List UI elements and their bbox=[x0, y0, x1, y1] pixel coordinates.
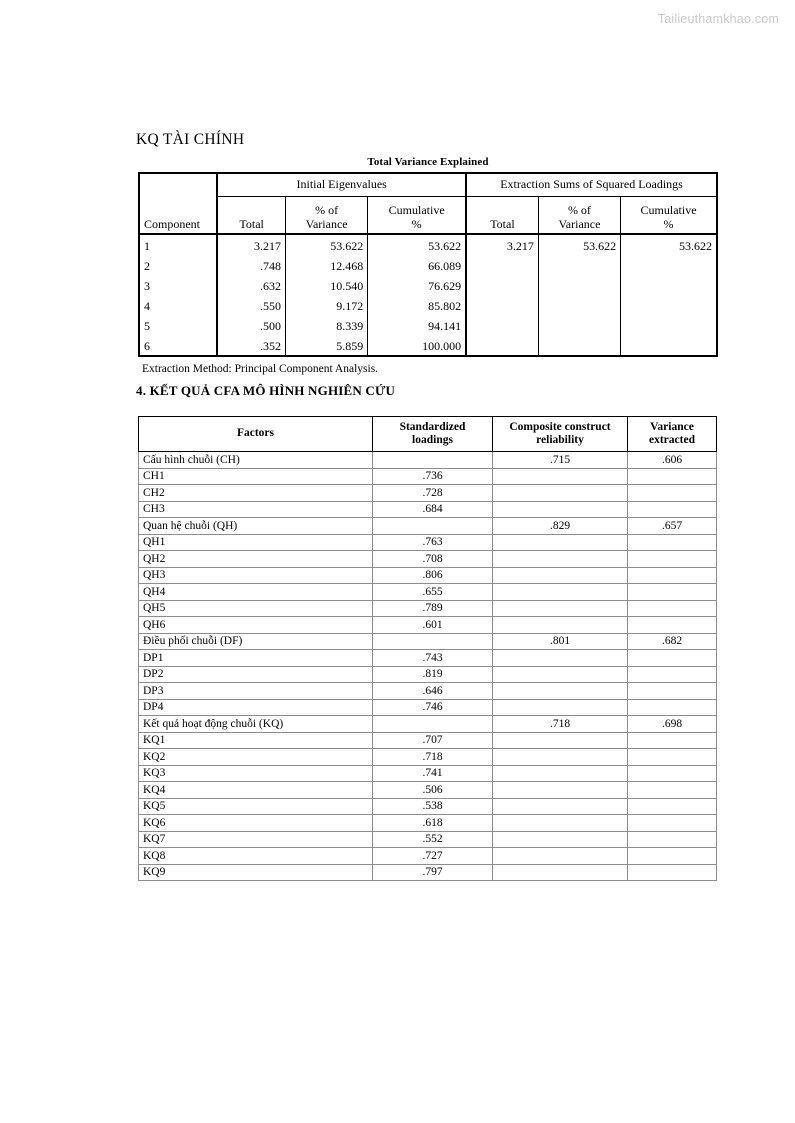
cell-variance-extracted: .606 bbox=[628, 452, 717, 469]
col-header-standardized-loadings bbox=[373, 417, 493, 452]
cell-composite-reliability bbox=[493, 848, 628, 865]
cell-extraction-pct: 53.622 bbox=[538, 234, 620, 255]
cell-initial-pct: 5.859 bbox=[285, 335, 367, 356]
cell-standardized-loading: .728 bbox=[373, 485, 493, 502]
cell-composite-reliability bbox=[493, 864, 628, 881]
total-variance-explained-table bbox=[138, 172, 718, 357]
cell-extraction-pct bbox=[538, 315, 620, 335]
cell-variance-extracted bbox=[628, 584, 717, 601]
cell-standardized-loading: .655 bbox=[373, 584, 493, 601]
cell-initial-cumulative: 94.141 bbox=[368, 315, 466, 335]
cfa-indicator-row bbox=[139, 864, 717, 881]
cell-standardized-loading: .743 bbox=[373, 650, 493, 667]
cell-standardized-loading: .727 bbox=[373, 848, 493, 865]
cfa-construct-row bbox=[139, 716, 717, 733]
cell-variance-extracted bbox=[628, 617, 717, 634]
initial-cum-line2: % bbox=[411, 217, 422, 232]
cell-standardized-loading bbox=[373, 633, 493, 650]
cell-standardized-loading: .797 bbox=[373, 864, 493, 881]
cell-initial-total: .550 bbox=[217, 295, 285, 315]
cell-standardized-loading bbox=[373, 452, 493, 469]
cell-composite-reliability bbox=[493, 650, 628, 667]
cell-composite-reliability bbox=[493, 501, 628, 518]
cell-initial-pct: 12.468 bbox=[285, 255, 367, 275]
cell-factor-label: DP2 bbox=[139, 666, 373, 683]
cell-variance-extracted bbox=[628, 567, 717, 584]
cell-standardized-loading: .746 bbox=[373, 699, 493, 716]
cell-initial-total: .500 bbox=[217, 315, 285, 335]
site-watermark: Tailieuthamkhao.com bbox=[657, 12, 779, 26]
cell-initial-total: 3.217 bbox=[217, 234, 285, 255]
cell-factor-label: CH2 bbox=[139, 485, 373, 502]
cell-extraction-cumulative: 53.622 bbox=[621, 234, 717, 255]
cell-extraction-cumulative bbox=[621, 255, 717, 275]
initial-cum-line1: Cumulative bbox=[388, 203, 445, 218]
cell-extraction-pct bbox=[538, 275, 620, 295]
cell-composite-reliability: .718 bbox=[493, 716, 628, 733]
cell-variance-extracted: .657 bbox=[628, 518, 717, 535]
col-header-factors: Factors bbox=[139, 417, 373, 452]
extraction-pct-line2: Variance bbox=[558, 217, 601, 232]
cell-composite-reliability: .801 bbox=[493, 633, 628, 650]
cell-initial-total: .748 bbox=[217, 255, 285, 275]
cfa-indicator-row bbox=[139, 666, 717, 683]
cell-composite-reliability bbox=[493, 765, 628, 782]
cell-initial-pct: 8.339 bbox=[285, 315, 367, 335]
cell-standardized-loading: .684 bbox=[373, 501, 493, 518]
cell-component: 1 bbox=[144, 239, 150, 254]
cell-extraction-total bbox=[466, 335, 538, 356]
cell-standardized-loading: .763 bbox=[373, 534, 493, 551]
cell-composite-reliability bbox=[493, 600, 628, 617]
cfa-indicator-row bbox=[139, 584, 717, 601]
variance-table-row bbox=[139, 335, 717, 356]
cell-extraction-total bbox=[466, 255, 538, 275]
cfa-indicator-row bbox=[139, 815, 717, 832]
cfa-indicator-row bbox=[139, 848, 717, 865]
cell-initial-cumulative: 85.802 bbox=[368, 295, 466, 315]
cell-factor-label: QH6 bbox=[139, 617, 373, 634]
cell-variance-extracted bbox=[628, 666, 717, 683]
cfa-indicator-row bbox=[139, 699, 717, 716]
cell-factor-label: DP4 bbox=[139, 699, 373, 716]
cell-variance-extracted bbox=[628, 831, 717, 848]
cell-factor-label: Điều phối chuỗi (DF) bbox=[139, 633, 373, 650]
extraction-cum-line2: % bbox=[663, 217, 674, 232]
cfa-indicator-row bbox=[139, 782, 717, 799]
cell-component: 5 bbox=[144, 319, 150, 334]
reliability-line1: Composite construct bbox=[509, 420, 611, 433]
variance-line1: Variance bbox=[650, 420, 694, 433]
cell-extraction-pct bbox=[538, 255, 620, 275]
section-heading: 4. KẾT QUẢ CFA MÔ HÌNH NGHIÊN CỨU bbox=[136, 383, 396, 398]
variance-table-caption: Total Variance Explained bbox=[367, 156, 489, 168]
cfa-header-row bbox=[139, 417, 717, 452]
cell-initial-cumulative: 66.089 bbox=[368, 255, 466, 275]
cfa-indicator-row bbox=[139, 650, 717, 667]
initial-pct-line2: Variance bbox=[305, 217, 348, 232]
cell-extraction-pct bbox=[538, 335, 620, 356]
cell-composite-reliability bbox=[493, 683, 628, 700]
page-title: KQ TÀI CHÍNH bbox=[136, 131, 245, 148]
cfa-indicator-row bbox=[139, 485, 717, 502]
cell-composite-reliability bbox=[493, 567, 628, 584]
cell-variance-extracted bbox=[628, 485, 717, 502]
variance-line2: extracted bbox=[649, 434, 695, 446]
cfa-construct-row bbox=[139, 452, 717, 469]
cell-factor-label: DP3 bbox=[139, 683, 373, 700]
cell-factor-label: KQ3 bbox=[139, 765, 373, 782]
cell-extraction-pct bbox=[538, 295, 620, 315]
cell-composite-reliability bbox=[493, 749, 628, 766]
cell-variance-extracted bbox=[628, 534, 717, 551]
cell-variance-extracted: .682 bbox=[628, 633, 717, 650]
col-header-extraction-total: Total bbox=[466, 197, 538, 235]
cell-composite-reliability bbox=[493, 732, 628, 749]
cell-composite-reliability bbox=[493, 782, 628, 799]
cell-factor-label: DP1 bbox=[139, 650, 373, 667]
cfa-indicator-row bbox=[139, 551, 717, 568]
cell-variance-extracted bbox=[628, 600, 717, 617]
cfa-indicator-row bbox=[139, 765, 717, 782]
cell-composite-reliability: .715 bbox=[493, 452, 628, 469]
cell-variance-extracted bbox=[628, 650, 717, 667]
cell-factor-label: KQ8 bbox=[139, 848, 373, 865]
cell-composite-reliability bbox=[493, 584, 628, 601]
cfa-indicator-row bbox=[139, 468, 717, 485]
variance-table-row bbox=[139, 234, 717, 255]
cfa-construct-row bbox=[139, 518, 717, 535]
initial-pct-line1: % of bbox=[315, 203, 339, 218]
extraction-cum-line1: Cumulative bbox=[640, 203, 697, 218]
cell-variance-extracted: .698 bbox=[628, 716, 717, 733]
variance-table-row bbox=[139, 315, 717, 335]
group-header-blank bbox=[139, 173, 217, 197]
col-header-extraction-cumulative bbox=[621, 197, 717, 235]
cell-standardized-loading: .618 bbox=[373, 815, 493, 832]
variance-table-row bbox=[139, 275, 717, 295]
cell-standardized-loading: .538 bbox=[373, 798, 493, 815]
group-header-extraction-sums: Extraction Sums of Squared Loadings bbox=[466, 173, 717, 197]
cell-factor-label: KQ7 bbox=[139, 831, 373, 848]
cfa-indicator-row bbox=[139, 749, 717, 766]
cell-component: 4 bbox=[144, 299, 150, 314]
cell-variance-extracted bbox=[628, 749, 717, 766]
cell-standardized-loading: .718 bbox=[373, 749, 493, 766]
cell-variance-extracted bbox=[628, 815, 717, 832]
cell-factor-label: KQ5 bbox=[139, 798, 373, 815]
cell-composite-reliability bbox=[493, 534, 628, 551]
cell-factor-label: KQ4 bbox=[139, 782, 373, 799]
cell-initial-pct: 9.172 bbox=[285, 295, 367, 315]
cfa-indicator-row bbox=[139, 683, 717, 700]
cell-standardized-loading: .552 bbox=[373, 831, 493, 848]
col-header-variance-extracted bbox=[628, 417, 717, 452]
cell-factor-label: QH3 bbox=[139, 567, 373, 584]
cell-factor-label: QH1 bbox=[139, 534, 373, 551]
col-header-component: Component bbox=[139, 197, 217, 235]
cell-extraction-cumulative bbox=[621, 315, 717, 335]
cfa-indicator-row bbox=[139, 831, 717, 848]
cell-initial-pct: 10.540 bbox=[285, 275, 367, 295]
cell-initial-cumulative: 76.629 bbox=[368, 275, 466, 295]
cell-variance-extracted bbox=[628, 765, 717, 782]
cell-extraction-cumulative bbox=[621, 275, 717, 295]
group-header-initial-eigenvalues: Initial Eigenvalues bbox=[217, 173, 466, 197]
cell-factor-label: QH2 bbox=[139, 551, 373, 568]
variance-group-header-row bbox=[139, 173, 717, 197]
cell-standardized-loading: .741 bbox=[373, 765, 493, 782]
cell-standardized-loading: .789 bbox=[373, 600, 493, 617]
cfa-results-table bbox=[138, 416, 717, 881]
cell-extraction-total bbox=[466, 295, 538, 315]
variance-sub-header-row bbox=[139, 197, 717, 235]
cell-standardized-loading: .707 bbox=[373, 732, 493, 749]
cell-standardized-loading: .819 bbox=[373, 666, 493, 683]
cell-variance-extracted bbox=[628, 798, 717, 815]
loadings-line2: loadings bbox=[412, 434, 453, 446]
cell-initial-total: .632 bbox=[217, 275, 285, 295]
col-header-initial-total: Total bbox=[217, 197, 285, 235]
cell-variance-extracted bbox=[628, 732, 717, 749]
cell-factor-label: Kết quả hoạt động chuỗi (KQ) bbox=[139, 716, 373, 733]
cfa-indicator-row bbox=[139, 732, 717, 749]
cfa-indicator-row bbox=[139, 798, 717, 815]
cell-factor-label: CH3 bbox=[139, 501, 373, 518]
cell-factor-label: CH1 bbox=[139, 468, 373, 485]
cfa-indicator-row bbox=[139, 501, 717, 518]
loadings-line1: Standardized bbox=[399, 420, 466, 433]
variance-table-row bbox=[139, 295, 717, 315]
cfa-indicator-row bbox=[139, 567, 717, 584]
cell-factor-label: KQ9 bbox=[139, 864, 373, 881]
cell-factor-label: KQ1 bbox=[139, 732, 373, 749]
cell-variance-extracted bbox=[628, 782, 717, 799]
cell-extraction-total bbox=[466, 275, 538, 295]
col-header-initial-pct-variance bbox=[285, 197, 367, 235]
cfa-construct-row bbox=[139, 633, 717, 650]
cell-variance-extracted bbox=[628, 683, 717, 700]
cell-composite-reliability bbox=[493, 815, 628, 832]
cfa-indicator-row bbox=[139, 600, 717, 617]
reliability-line2: reliability bbox=[536, 434, 584, 446]
cell-component: 2 bbox=[144, 259, 150, 274]
col-header-initial-cumulative bbox=[368, 197, 466, 235]
cell-variance-extracted bbox=[628, 864, 717, 881]
cfa-indicator-row bbox=[139, 534, 717, 551]
cell-initial-cumulative: 53.622 bbox=[368, 234, 466, 255]
cfa-indicator-row bbox=[139, 617, 717, 634]
cell-variance-extracted bbox=[628, 699, 717, 716]
cell-variance-extracted bbox=[628, 551, 717, 568]
cell-composite-reliability bbox=[493, 485, 628, 502]
cell-standardized-loading: .506 bbox=[373, 782, 493, 799]
cell-composite-reliability bbox=[493, 831, 628, 848]
cell-extraction-total bbox=[466, 315, 538, 335]
col-header-extraction-pct-variance bbox=[538, 197, 620, 235]
cell-factor-label: Quan hệ chuỗi (QH) bbox=[139, 518, 373, 535]
cell-standardized-loading: .806 bbox=[373, 567, 493, 584]
cell-standardized-loading bbox=[373, 716, 493, 733]
variance-table-row bbox=[139, 255, 717, 275]
cell-factor-label: KQ6 bbox=[139, 815, 373, 832]
cell-component: 3 bbox=[144, 279, 150, 294]
cell-composite-reliability bbox=[493, 468, 628, 485]
cell-standardized-loading bbox=[373, 518, 493, 535]
cell-variance-extracted bbox=[628, 501, 717, 518]
cell-standardized-loading: .708 bbox=[373, 551, 493, 568]
cell-initial-cumulative: 100.000 bbox=[368, 335, 466, 356]
cell-initial-pct: 53.622 bbox=[285, 234, 367, 255]
cell-standardized-loading: .601 bbox=[373, 617, 493, 634]
col-header-composite-reliability bbox=[493, 417, 628, 452]
cell-extraction-cumulative bbox=[621, 335, 717, 356]
extraction-method-note: Extraction Method: Principal Component Analysis. bbox=[142, 363, 379, 375]
cell-composite-reliability bbox=[493, 699, 628, 716]
cell-factor-label: QH4 bbox=[139, 584, 373, 601]
cell-factor-label: KQ2 bbox=[139, 749, 373, 766]
cell-standardized-loading: .646 bbox=[373, 683, 493, 700]
cell-component: 6 bbox=[144, 339, 150, 354]
cell-initial-total: .352 bbox=[217, 335, 285, 356]
cell-composite-reliability bbox=[493, 798, 628, 815]
cell-composite-reliability bbox=[493, 551, 628, 568]
cell-extraction-total: 3.217 bbox=[466, 234, 538, 255]
cell-composite-reliability bbox=[493, 617, 628, 634]
cell-composite-reliability: .829 bbox=[493, 518, 628, 535]
cell-factor-label: Cấu hình chuỗi (CH) bbox=[139, 452, 373, 469]
cell-variance-extracted bbox=[628, 468, 717, 485]
cell-composite-reliability bbox=[493, 666, 628, 683]
cell-extraction-cumulative bbox=[621, 295, 717, 315]
cell-factor-label: QH5 bbox=[139, 600, 373, 617]
cell-standardized-loading: .736 bbox=[373, 468, 493, 485]
cell-variance-extracted bbox=[628, 848, 717, 865]
extraction-pct-line1: % of bbox=[567, 203, 591, 218]
